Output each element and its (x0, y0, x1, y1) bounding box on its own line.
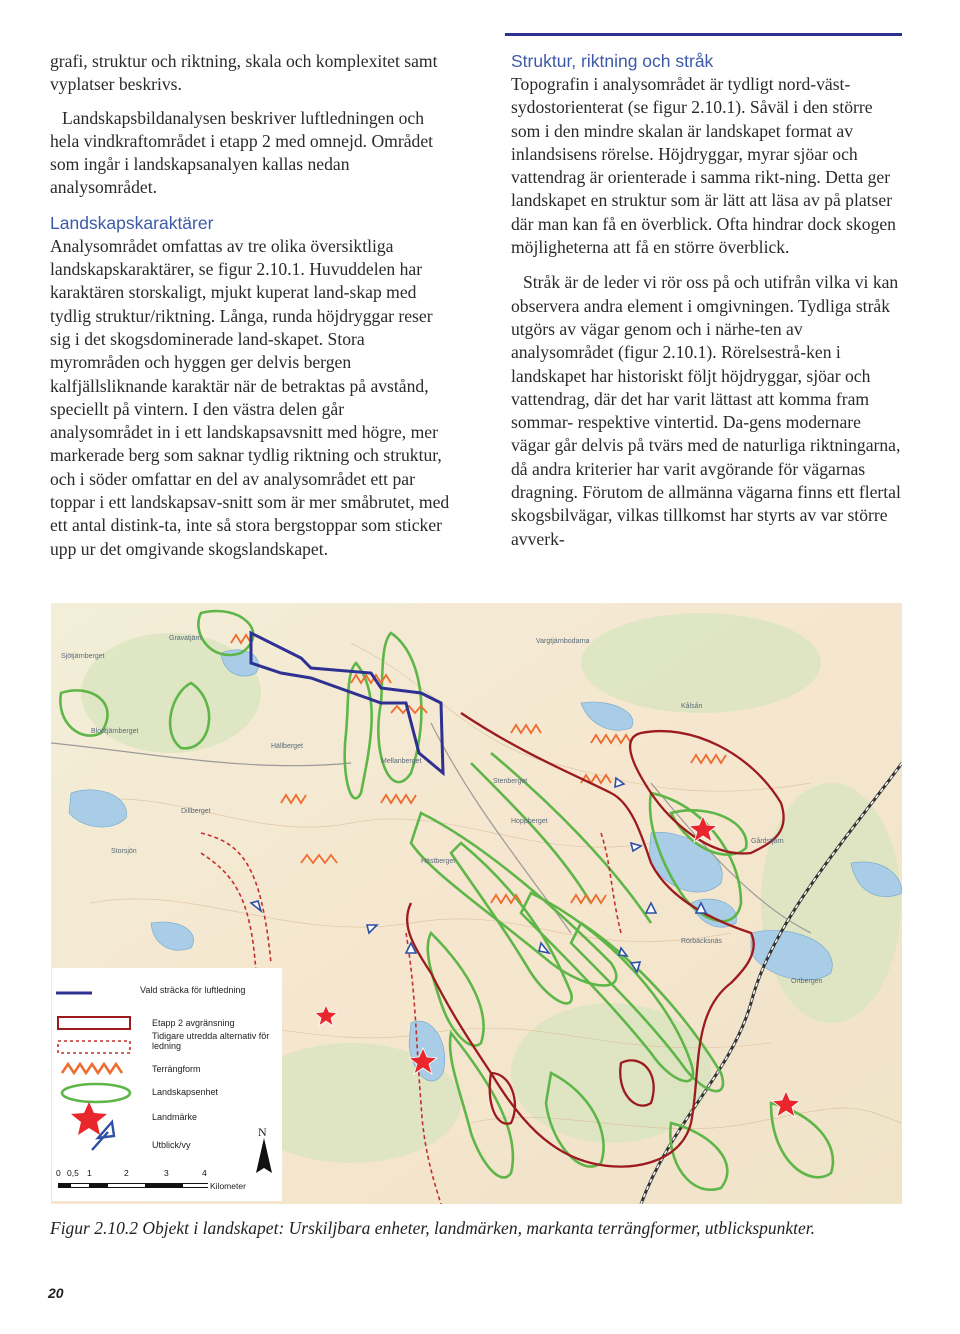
legend-label: Tidigare utredda alternativ för ledning (152, 1031, 270, 1051)
place-label: Blodtjärnberget (91, 728, 139, 735)
place-label: Storsjön (111, 848, 137, 855)
right-column (511, 50, 903, 563)
legend-symbols (52, 968, 282, 1201)
legend-landmark-symbol (71, 1102, 107, 1135)
legend-label: Landskapsenhet (152, 1087, 219, 1097)
paragraph: Landskapsbildanalysen beskriver luftledningen och hela vindkraftområdet i etapp 2 med omnejd. Området som ingår i landskapsanalyen kallas nedan analysområdet. (50, 107, 434, 198)
legend-terrain-symbol (62, 1064, 122, 1073)
legend-label: Terrängform (152, 1064, 201, 1074)
legend-label: Utblick/vy (152, 1140, 191, 1150)
legend-alternative-symbol (58, 1041, 130, 1053)
scale-label: 1 (87, 1168, 92, 1178)
scale-label: 0,5 (67, 1168, 79, 1178)
place-label: Stenberget (493, 778, 528, 785)
place-label: Dillberget (181, 808, 211, 815)
place-label: Sjötjärnberget (61, 653, 105, 660)
map-legend (52, 968, 282, 1201)
legend-label: Landmärke (152, 1112, 198, 1122)
place-label: Vargtjärnbodarna (536, 638, 590, 645)
place-label: Gravatjärn (169, 635, 202, 642)
place-label: Hällberget (271, 743, 303, 750)
legend-label: Vald sträcka för luftledning (140, 985, 246, 995)
top-accent-bar (505, 33, 902, 36)
section-heading: Struktur, riktning och stråk (511, 51, 714, 71)
place-label: Mellanberget (381, 758, 422, 765)
landscape-map (51, 603, 902, 1204)
legend-label: Etapp 2 avgränsning (152, 1018, 235, 1028)
place-label: Gårdstjärn (751, 838, 784, 845)
scale-label: 2 (124, 1168, 129, 1178)
paragraph: Topografin i analysområdet är tydligt nord-väst-sydostorienterat (se figur 2.10.1). Såväl i den större som i den mindre skalan är landskapet format av inlandsisens rörelse. Höjdryggar, myrar sjöar och vattendrag är orienterade i samma rikt-ning. Detta ger landskapet en struktur som är lätt att läsa av på platser där man kan få en överblick. Ofta hindrar dock skogen möjligheterna att få en större överblick. (511, 74, 896, 258)
legend-boundary-symbol (58, 1017, 130, 1029)
place-label: Hoppberget (511, 818, 548, 825)
scale-label: 4 (202, 1168, 207, 1178)
page-number: 20 (48, 1285, 64, 1301)
paragraph: grafi, struktur och riktning, skala och komplexitet samt vyplatser beskrivs. (50, 51, 438, 95)
place-label: Kålsån (681, 703, 703, 710)
left-column (50, 50, 450, 573)
paragraph: Stråk är de leder vi rör oss på och utifrån vilka vi kan observera andra element i omgivningen. Tydliga stråk utgörs av vägar genom och i närhe-ten av analysområdet (figur 2.10.1). Rörelsestrå-ken i landskapet har historiskt följt höjdryggar, sjöar och vattendrag, där det har varit lättast att komma fram sommar- respektive vintertid. Da-gens modernare vägar går delvis på tvärs med de naturliga riktningarna, då andra kriterier har varit avgörande för vägarnas dragning. Förutom de allmänna vägarna finns ett flertal skogsbilvägar, vilkas tillkomst har styrts av var större avverk- (511, 272, 901, 549)
north-arrow (256, 1138, 272, 1173)
paragraph: Analysområdet omfattas av tre olika översiktliga landskapskaraktärer, se figur 2.10.1. Huvuddelen har karaktären storskaligt, mjukt kuperat land-skap med tydlig struktur/riktning. Långa, runda höjdryggar reser sig i det skogsdominerade land-skapet. Stora myrområden och hyggen ger delvis bergen kalfjällsliknande karaktär när de betraktas på avstånd, speciellt på vintern. I den västra delen går analysområdet in i ett landskapsavsnitt med högre, mer markerade berg som saknar tydlig riktning och struktur, och i söder omfattar en del av analysområdet ett par toppar i ett landskapsav-snitt som är mer småbrutet, med ett antal distink-ta, inte så stora bergstoppar som sticker upp ur det omgivande skogslandskapet. (50, 235, 450, 559)
scale-label: 3 (164, 1168, 169, 1178)
legend-unit-symbol (62, 1084, 130, 1102)
place-label: Hästberget (421, 858, 456, 865)
north-label: N (258, 1125, 267, 1139)
place-label: Ortbergen (791, 978, 823, 985)
scale-label: 0 (56, 1168, 61, 1178)
scale-unit: Kilometer (210, 1181, 246, 1191)
figure-caption: Figur 2.10.2 Objekt i landskapet: Urskiljbara enheter, landmärken, markanta terrängformer, utblickspunkter. (50, 1218, 816, 1238)
place-label: Rörbäcksnäs (681, 938, 722, 945)
section-heading: Landskapskaraktärer (50, 212, 214, 233)
